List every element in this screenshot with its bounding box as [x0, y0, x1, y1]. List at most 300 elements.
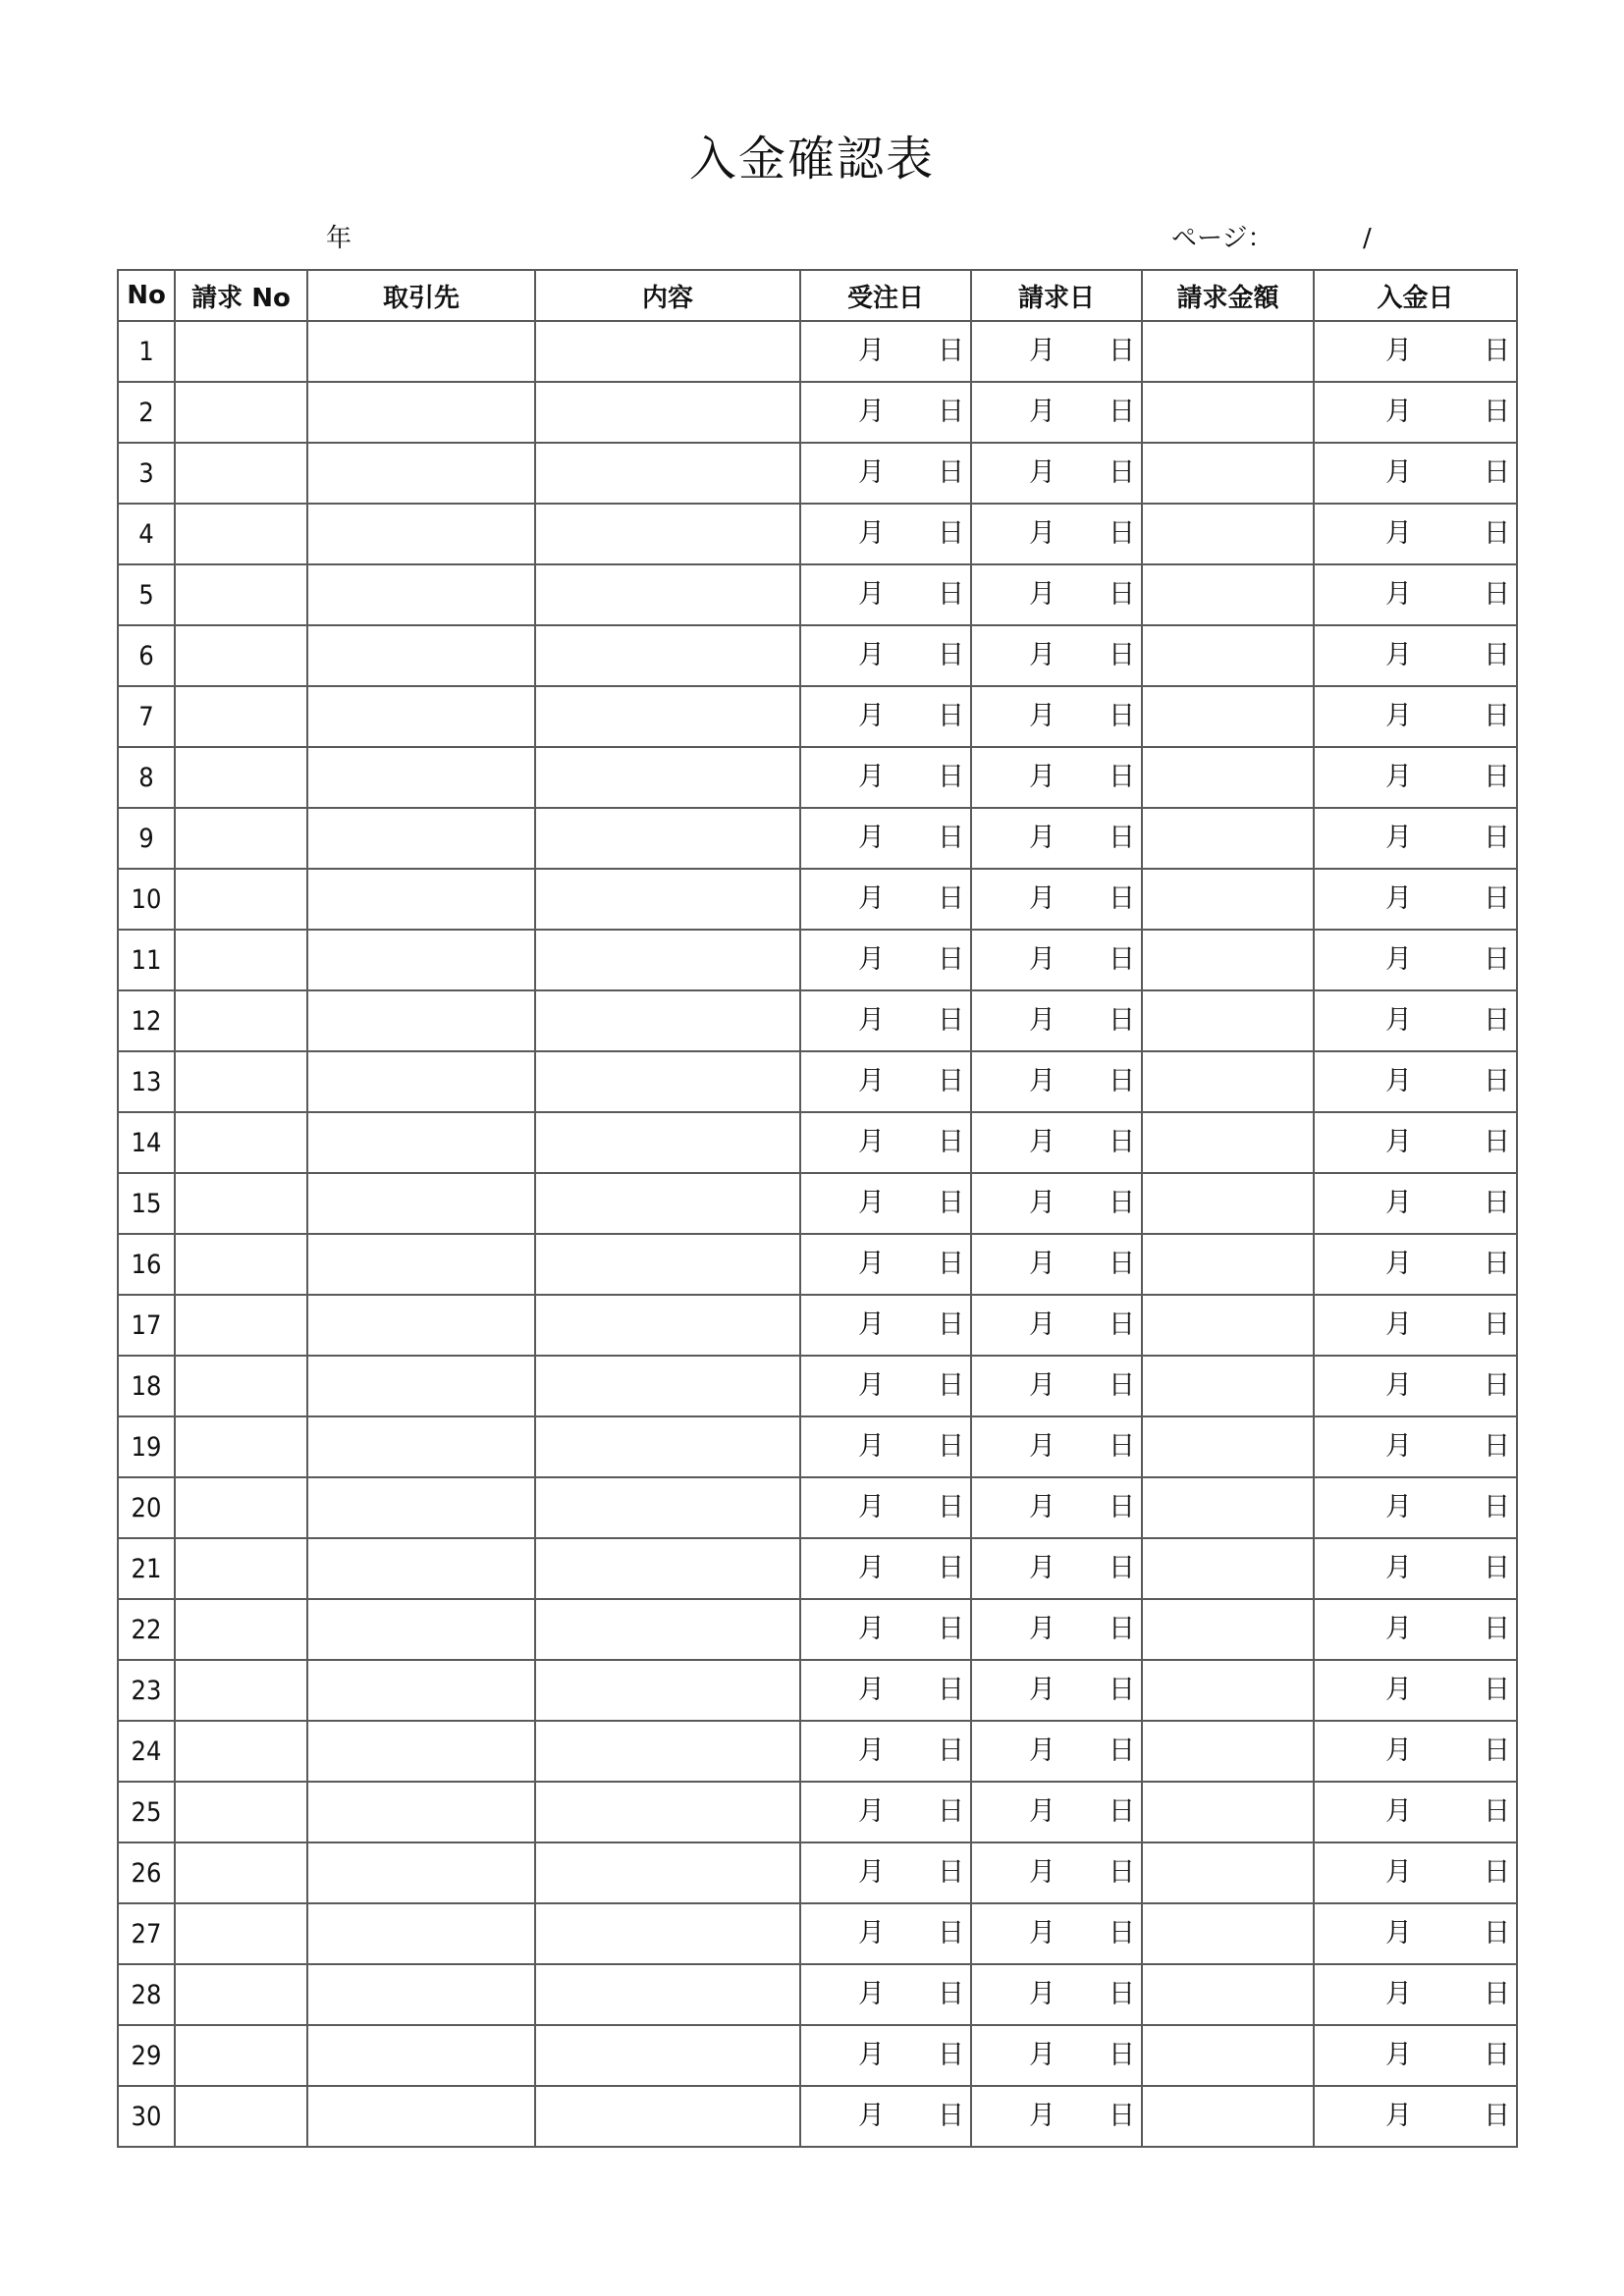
invoice-no-cell[interactable]: [175, 990, 307, 1051]
invoice-no-cell[interactable]: [175, 2025, 307, 2086]
client-cell[interactable]: [307, 1538, 535, 1599]
order-date-cell[interactable]: [800, 990, 971, 1051]
month-label: 月: [1385, 1127, 1412, 1157]
invoice-amount-cell[interactable]: [1142, 1842, 1314, 1903]
payment-date-cell[interactable]: [1314, 747, 1517, 808]
client-cell[interactable]: [307, 1964, 535, 2025]
invoice-no-cell[interactable]: [175, 1234, 307, 1295]
payment-date-cell[interactable]: [1314, 625, 1517, 686]
payment-date-cell[interactable]: [1314, 2025, 1517, 2086]
client-cell[interactable]: [307, 990, 535, 1051]
invoice-no-cell[interactable]: [175, 1051, 307, 1112]
month-label: 月: [1385, 1918, 1412, 1949]
invoice-date-cell[interactable]: [971, 930, 1142, 990]
client-cell[interactable]: [307, 1051, 535, 1112]
client-cell[interactable]: [307, 1295, 535, 1356]
day-label: 日: [938, 1005, 964, 1036]
invoice-date-cell[interactable]: [971, 1295, 1142, 1356]
header-invoice-date: 請求日: [971, 270, 1142, 321]
order-date-cell[interactable]: [800, 1112, 971, 1173]
content-cell[interactable]: [535, 1051, 800, 1112]
row-number: 16: [118, 1234, 175, 1295]
month-label: 月: [1029, 1918, 1056, 1949]
table-row: [118, 504, 1517, 564]
order-date-cell[interactable]: [800, 1660, 971, 1721]
month-label: 月: [858, 1735, 885, 1766]
header-client: 取引先: [307, 270, 535, 321]
month-label: 月: [858, 944, 885, 975]
month-label: 月: [858, 336, 885, 366]
content-cell[interactable]: [535, 1964, 800, 2025]
month-label: 月: [1029, 640, 1056, 670]
client-cell[interactable]: [307, 443, 535, 504]
invoice-date-cell[interactable]: [971, 1416, 1142, 1477]
row-number: 9: [118, 808, 175, 869]
invoice-no-cell[interactable]: [175, 1538, 307, 1599]
invoice-date-cell[interactable]: [971, 747, 1142, 808]
invoice-no-cell[interactable]: [175, 1477, 307, 1538]
client-cell[interactable]: [307, 2025, 535, 2086]
month-label: 月: [1385, 1857, 1412, 1888]
month-label: 月: [1029, 1309, 1056, 1340]
payment-date-cell[interactable]: [1314, 443, 1517, 504]
order-date-cell[interactable]: [800, 1051, 971, 1112]
month-label: 月: [1385, 1309, 1412, 1340]
order-date-cell[interactable]: [800, 1721, 971, 1782]
table-row: [118, 1295, 1517, 1356]
order-date-cell[interactable]: [800, 686, 971, 747]
payment-date-cell[interactable]: [1314, 1477, 1517, 1538]
client-cell[interactable]: [307, 1903, 535, 1964]
order-date-cell[interactable]: [800, 930, 971, 990]
payment-date-cell[interactable]: [1314, 869, 1517, 930]
order-date-cell[interactable]: [800, 1234, 971, 1295]
payment-date-cell[interactable]: [1314, 1051, 1517, 1112]
order-date-cell[interactable]: [800, 1599, 971, 1660]
invoice-no-cell[interactable]: [175, 382, 307, 443]
order-date-cell[interactable]: [800, 1964, 971, 2025]
day-label: 日: [1109, 1979, 1135, 2009]
invoice-no-cell[interactable]: [175, 1903, 307, 1964]
order-date-cell[interactable]: [800, 1173, 971, 1234]
invoice-amount-cell[interactable]: [1142, 1356, 1314, 1416]
day-label: 日: [1109, 701, 1135, 731]
row-number: 30: [118, 2086, 175, 2147]
payment-date-cell[interactable]: [1314, 930, 1517, 990]
month-label: 月: [1029, 1796, 1056, 1827]
day-label: 日: [1484, 397, 1510, 427]
month-label: 月: [1385, 1614, 1412, 1644]
client-cell[interactable]: [307, 930, 535, 990]
invoice-no-cell[interactable]: [175, 625, 307, 686]
row-number: 10: [118, 869, 175, 930]
month-label: 月: [1029, 1249, 1056, 1279]
payment-date-cell[interactable]: [1314, 1842, 1517, 1903]
client-cell[interactable]: [307, 1477, 535, 1538]
month-label: 月: [858, 1066, 885, 1096]
payment-date-cell[interactable]: [1314, 808, 1517, 869]
day-label: 日: [1484, 457, 1510, 488]
month-label: 月: [1029, 1735, 1056, 1766]
order-date-cell[interactable]: [800, 321, 971, 382]
invoice-no-cell[interactable]: [175, 1842, 307, 1903]
row-number: 19: [118, 1416, 175, 1477]
month-label: 月: [858, 1249, 885, 1279]
invoice-date-cell[interactable]: [971, 1782, 1142, 1842]
invoice-no-cell[interactable]: [175, 808, 307, 869]
invoice-amount-cell[interactable]: [1142, 1903, 1314, 1964]
payment-date-cell[interactable]: [1314, 1416, 1517, 1477]
client-cell[interactable]: [307, 1234, 535, 1295]
payment-date-cell[interactable]: [1314, 1295, 1517, 1356]
table-row: [118, 1173, 1517, 1234]
invoice-amount-cell[interactable]: [1142, 990, 1314, 1051]
invoice-date-cell[interactable]: [971, 2025, 1142, 2086]
table-row: [118, 1112, 1517, 1173]
month-label: 月: [858, 397, 885, 427]
invoice-date-cell[interactable]: [971, 1721, 1142, 1782]
client-cell[interactable]: [307, 1173, 535, 1234]
invoice-amount-cell[interactable]: [1142, 443, 1314, 504]
invoice-no-cell[interactable]: [175, 1660, 307, 1721]
content-cell[interactable]: [535, 1356, 800, 1416]
month-label: 月: [858, 457, 885, 488]
table-row: [118, 2025, 1517, 2086]
day-label: 日: [1484, 1675, 1510, 1705]
invoice-date-cell[interactable]: [971, 1234, 1142, 1295]
invoice-amount-cell[interactable]: [1142, 382, 1314, 443]
invoice-date-cell[interactable]: [971, 808, 1142, 869]
day-label: 日: [938, 1370, 964, 1401]
client-cell[interactable]: [307, 625, 535, 686]
table-header-row: [118, 270, 1517, 321]
client-cell[interactable]: [307, 1842, 535, 1903]
content-cell[interactable]: [535, 1295, 800, 1356]
content-cell[interactable]: [535, 1416, 800, 1477]
content-cell[interactable]: [535, 443, 800, 504]
month-label: 月: [1385, 2040, 1412, 2070]
payment-date-cell[interactable]: [1314, 1538, 1517, 1599]
month-label: 月: [1385, 1796, 1412, 1827]
client-cell[interactable]: [307, 1356, 535, 1416]
day-label: 日: [938, 1127, 964, 1157]
day-label: 日: [938, 1431, 964, 1462]
content-cell[interactable]: [535, 1477, 800, 1538]
row-number: 8: [118, 747, 175, 808]
invoice-no-cell[interactable]: [175, 1782, 307, 1842]
invoice-date-cell[interactable]: [971, 1356, 1142, 1416]
invoice-amount-cell[interactable]: [1142, 2025, 1314, 2086]
content-cell[interactable]: [535, 747, 800, 808]
order-date-cell[interactable]: [800, 1477, 971, 1538]
invoice-amount-cell[interactable]: [1142, 1782, 1314, 1842]
page-label: ページ：: [1171, 224, 1273, 253]
day-label: 日: [1109, 336, 1135, 366]
invoice-amount-cell[interactable]: [1142, 1964, 1314, 2025]
payment-date-cell[interactable]: [1314, 1234, 1517, 1295]
order-date-cell[interactable]: [800, 1416, 971, 1477]
payment-date-cell[interactable]: [1314, 1660, 1517, 1721]
payment-date-cell[interactable]: [1314, 1173, 1517, 1234]
content-cell[interactable]: [535, 1173, 800, 1234]
order-date-cell[interactable]: [800, 2025, 971, 2086]
month-label: 月: [858, 762, 885, 792]
invoice-date-cell[interactable]: [971, 564, 1142, 625]
invoice-amount-cell[interactable]: [1142, 747, 1314, 808]
order-date-cell[interactable]: [800, 869, 971, 930]
invoice-amount-cell[interactable]: [1142, 321, 1314, 382]
content-cell[interactable]: [535, 564, 800, 625]
order-date-cell[interactable]: [800, 1538, 971, 1599]
day-label: 日: [938, 944, 964, 975]
day-label: 日: [1484, 336, 1510, 366]
table-body: [118, 321, 1517, 2147]
content-cell[interactable]: [535, 808, 800, 869]
invoice-date-cell[interactable]: [971, 1599, 1142, 1660]
order-date-cell[interactable]: [800, 747, 971, 808]
invoice-no-cell[interactable]: [175, 869, 307, 930]
order-date-cell[interactable]: [800, 382, 971, 443]
day-label: 日: [1484, 1249, 1510, 1279]
month-label: 月: [1385, 823, 1412, 853]
day-label: 日: [1484, 701, 1510, 731]
content-cell[interactable]: [535, 1721, 800, 1782]
month-label: 月: [1029, 1553, 1056, 1583]
payment-date-cell[interactable]: [1314, 1964, 1517, 2025]
invoice-no-cell[interactable]: [175, 1295, 307, 1356]
content-cell[interactable]: [535, 1234, 800, 1295]
day-label: 日: [1484, 1796, 1510, 1827]
row-number: 13: [118, 1051, 175, 1112]
client-cell[interactable]: [307, 1721, 535, 1782]
client-cell[interactable]: [307, 1599, 535, 1660]
invoice-no-cell[interactable]: [175, 2086, 307, 2147]
payment-date-cell[interactable]: [1314, 1903, 1517, 1964]
invoice-date-cell[interactable]: [971, 869, 1142, 930]
row-number: 18: [118, 1356, 175, 1416]
order-date-cell[interactable]: [800, 1356, 971, 1416]
invoice-amount-cell[interactable]: [1142, 1051, 1314, 1112]
content-cell[interactable]: [535, 1842, 800, 1903]
invoice-no-cell[interactable]: [175, 747, 307, 808]
order-date-cell[interactable]: [800, 2086, 971, 2147]
payment-date-cell[interactable]: [1314, 382, 1517, 443]
client-cell[interactable]: [307, 504, 535, 564]
month-label: 月: [1029, 1188, 1056, 1218]
invoice-date-cell[interactable]: [971, 1538, 1142, 1599]
content-cell[interactable]: [535, 1538, 800, 1599]
day-label: 日: [1109, 1735, 1135, 1766]
order-date-cell[interactable]: [800, 625, 971, 686]
invoice-date-cell[interactable]: [971, 1842, 1142, 1903]
invoice-amount-cell[interactable]: [1142, 2086, 1314, 2147]
invoice-date-cell[interactable]: [971, 1051, 1142, 1112]
invoice-no-cell[interactable]: [175, 1964, 307, 2025]
invoice-date-cell[interactable]: [971, 1173, 1142, 1234]
content-cell[interactable]: [535, 930, 800, 990]
content-cell[interactable]: [535, 1782, 800, 1842]
payment-date-cell[interactable]: [1314, 504, 1517, 564]
order-date-cell[interactable]: [800, 564, 971, 625]
client-cell[interactable]: [307, 564, 535, 625]
payment-date-cell[interactable]: [1314, 1599, 1517, 1660]
content-cell[interactable]: [535, 1903, 800, 1964]
day-label: 日: [1109, 1796, 1135, 1827]
order-date-cell[interactable]: [800, 504, 971, 564]
invoice-no-cell[interactable]: [175, 443, 307, 504]
content-cell[interactable]: [535, 869, 800, 930]
row-number: 4: [118, 504, 175, 564]
invoice-amount-cell[interactable]: [1142, 1173, 1314, 1234]
month-label: 月: [1385, 1188, 1412, 1218]
invoice-date-cell[interactable]: [971, 990, 1142, 1051]
invoice-no-cell[interactable]: [175, 686, 307, 747]
invoice-amount-cell[interactable]: [1142, 1721, 1314, 1782]
invoice-amount-cell[interactable]: [1142, 1295, 1314, 1356]
client-cell[interactable]: [307, 2086, 535, 2147]
row-number: 12: [118, 990, 175, 1051]
order-date-cell[interactable]: [800, 1903, 971, 1964]
invoice-date-cell[interactable]: [971, 686, 1142, 747]
table-row: [118, 1660, 1517, 1721]
day-label: 日: [1484, 1918, 1510, 1949]
invoice-date-cell[interactable]: [971, 1112, 1142, 1173]
client-cell[interactable]: [307, 747, 535, 808]
content-cell[interactable]: [535, 625, 800, 686]
header-no: No: [118, 270, 175, 321]
client-cell[interactable]: [307, 1782, 535, 1842]
invoice-amount-cell[interactable]: [1142, 869, 1314, 930]
invoice-amount-cell[interactable]: [1142, 1660, 1314, 1721]
invoice-amount-cell[interactable]: [1142, 1599, 1314, 1660]
invoice-no-cell[interactable]: [175, 1721, 307, 1782]
month-label: 月: [1029, 701, 1056, 731]
month-label: 月: [1029, 336, 1056, 366]
header-invoice-no: 請求 No: [175, 270, 307, 321]
invoice-amount-cell[interactable]: [1142, 504, 1314, 564]
content-cell[interactable]: [535, 2025, 800, 2086]
client-cell[interactable]: [307, 686, 535, 747]
client-cell[interactable]: [307, 1112, 535, 1173]
day-label: 日: [1109, 1309, 1135, 1340]
invoice-amount-cell[interactable]: [1142, 686, 1314, 747]
invoice-no-cell[interactable]: [175, 1599, 307, 1660]
invoice-amount-cell[interactable]: [1142, 808, 1314, 869]
month-label: 月: [1029, 1979, 1056, 2009]
invoice-amount-cell[interactable]: [1142, 1234, 1314, 1295]
payment-date-cell[interactable]: [1314, 1782, 1517, 1842]
content-cell[interactable]: [535, 1660, 800, 1721]
client-cell[interactable]: [307, 321, 535, 382]
day-label: 日: [1484, 1553, 1510, 1583]
invoice-amount-cell[interactable]: [1142, 1416, 1314, 1477]
invoice-date-cell[interactable]: [971, 625, 1142, 686]
payment-date-cell[interactable]: [1314, 1356, 1517, 1416]
client-cell[interactable]: [307, 1660, 535, 1721]
invoice-date-cell[interactable]: [971, 1903, 1142, 1964]
content-cell[interactable]: [535, 1599, 800, 1660]
content-cell[interactable]: [535, 1112, 800, 1173]
invoice-date-cell[interactable]: [971, 2086, 1142, 2147]
invoice-no-cell[interactable]: [175, 1356, 307, 1416]
invoice-date-cell[interactable]: [971, 321, 1142, 382]
order-date-cell[interactable]: [800, 1782, 971, 1842]
payment-date-cell[interactable]: [1314, 1112, 1517, 1173]
month-label: 月: [858, 1553, 885, 1583]
order-date-cell[interactable]: [800, 1842, 971, 1903]
day-label: 日: [1484, 1431, 1510, 1462]
invoice-amount-cell[interactable]: [1142, 1477, 1314, 1538]
table-row: [118, 869, 1517, 930]
payment-date-cell[interactable]: [1314, 321, 1517, 382]
month-label: 月: [1029, 1370, 1056, 1401]
payment-date-cell[interactable]: [1314, 686, 1517, 747]
month-label: 月: [858, 1614, 885, 1644]
invoice-no-cell[interactable]: [175, 1112, 307, 1173]
table-row: [118, 564, 1517, 625]
content-cell[interactable]: [535, 2086, 800, 2147]
payment-date-cell[interactable]: [1314, 1721, 1517, 1782]
row-number: 22: [118, 1599, 175, 1660]
content-cell[interactable]: [535, 686, 800, 747]
invoice-no-cell[interactable]: [175, 564, 307, 625]
order-date-cell[interactable]: [800, 1295, 971, 1356]
invoice-date-cell[interactable]: [971, 443, 1142, 504]
invoice-no-cell[interactable]: [175, 504, 307, 564]
payment-date-cell[interactable]: [1314, 564, 1517, 625]
invoice-date-cell[interactable]: [971, 1477, 1142, 1538]
invoice-no-cell[interactable]: [175, 930, 307, 990]
invoice-amount-cell[interactable]: [1142, 625, 1314, 686]
day-label: 日: [938, 1735, 964, 1766]
invoice-date-cell[interactable]: [971, 382, 1142, 443]
content-cell[interactable]: [535, 504, 800, 564]
day-label: 日: [1484, 1005, 1510, 1036]
invoice-amount-cell[interactable]: [1142, 930, 1314, 990]
day-label: 日: [1109, 1005, 1135, 1036]
invoice-date-cell[interactable]: [971, 504, 1142, 564]
client-cell[interactable]: [307, 869, 535, 930]
month-label: 月: [1385, 1492, 1412, 1522]
day-label: 日: [1109, 1370, 1135, 1401]
row-number: 15: [118, 1173, 175, 1234]
table-row: [118, 625, 1517, 686]
invoice-no-cell[interactable]: [175, 321, 307, 382]
order-date-cell[interactable]: [800, 808, 971, 869]
day-label: 日: [1484, 1735, 1510, 1766]
month-label: 月: [858, 518, 885, 549]
invoice-amount-cell[interactable]: [1142, 564, 1314, 625]
client-cell[interactable]: [307, 1416, 535, 1477]
day-label: 日: [938, 1614, 964, 1644]
invoice-date-cell[interactable]: [971, 1660, 1142, 1721]
invoice-date-cell[interactable]: [971, 1964, 1142, 2025]
payment-date-cell[interactable]: [1314, 990, 1517, 1051]
content-cell[interactable]: [535, 382, 800, 443]
client-cell[interactable]: [307, 382, 535, 443]
invoice-no-cell[interactable]: [175, 1173, 307, 1234]
day-label: 日: [938, 579, 964, 610]
invoice-amount-cell[interactable]: [1142, 1538, 1314, 1599]
payment-date-cell[interactable]: [1314, 2086, 1517, 2147]
order-date-cell[interactable]: [800, 443, 971, 504]
invoice-amount-cell[interactable]: [1142, 1112, 1314, 1173]
client-cell[interactable]: [307, 808, 535, 869]
day-label: 日: [1109, 762, 1135, 792]
content-cell[interactable]: [535, 321, 800, 382]
content-cell[interactable]: [535, 990, 800, 1051]
invoice-no-cell[interactable]: [175, 1416, 307, 1477]
